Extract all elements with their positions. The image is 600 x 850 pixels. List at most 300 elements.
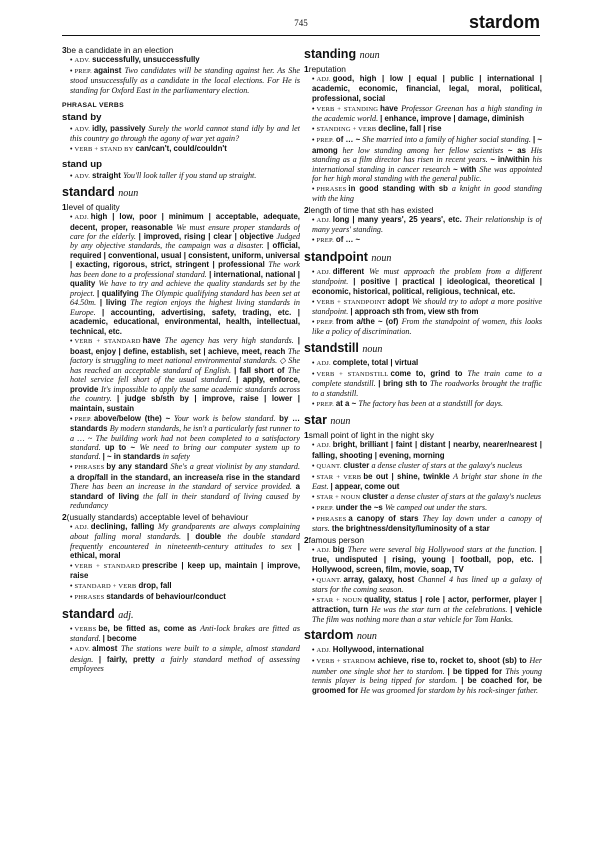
bullet-icon: • (312, 400, 315, 408)
part-of-speech: adj. (118, 609, 134, 621)
collocation-group (70, 592, 300, 602)
collocation-group (70, 171, 300, 181)
headword-text: standing (304, 47, 357, 61)
part-of-speech: noun (356, 631, 377, 643)
category-label: VERB + STANDARD (74, 338, 141, 346)
bullet-icon: • (312, 185, 315, 193)
example-text: We need to bring our computer system up to standard. (70, 442, 300, 462)
collocation-text: | apply, enforce, provide (70, 375, 300, 394)
collocation-group (70, 66, 300, 95)
collocation-text: by … standards (70, 413, 300, 434)
collocation-group (70, 212, 300, 336)
dictionary-entry (304, 250, 542, 337)
category-label: ADV. (74, 57, 91, 64)
sense-heading (62, 512, 300, 522)
collocation-group (312, 74, 542, 103)
bullet-icon: • (312, 504, 315, 512)
collocation-group (312, 645, 542, 655)
page-number: 745 (294, 18, 308, 28)
headword-text: star (304, 413, 327, 428)
collocation-text: up to ~ (104, 442, 140, 452)
example-text: in safety (162, 452, 190, 462)
category-label: VERB + STANDARD (74, 562, 141, 570)
sense-number: 1 (62, 202, 67, 213)
example-text: He was the star turn at the celebrations. (371, 605, 511, 615)
collocation-text: have (142, 336, 165, 346)
collocation-group (70, 124, 300, 144)
collocation-text: | be coached for, be groomed for (312, 676, 542, 695)
example-text: Anti-lock brakes are fitted as standard. (70, 623, 300, 644)
sense-heading (62, 202, 300, 212)
collocation-text: | ~ among (312, 135, 542, 155)
part-of-speech: noun (371, 252, 392, 264)
category-label: PHRASES (316, 185, 347, 193)
example-text: a dense cluster of stars at the galaxy's nucleus (390, 491, 542, 501)
bullet-icon: • (312, 597, 315, 605)
category-label: STAR + NOUN (316, 597, 363, 605)
category-label: ADJ. (316, 268, 331, 276)
collocation-text: | international, national | quality (70, 269, 300, 289)
collocation-group (70, 414, 300, 462)
headword (304, 341, 542, 357)
category-label: ADJ. (316, 546, 331, 554)
category-label: PREP. (316, 504, 334, 512)
example-text: We camped out under the stars. (384, 502, 488, 512)
collocation-text: successfully, unsuccessfully (92, 55, 200, 64)
collocation-text: different (332, 266, 370, 276)
collocation-text: decline, fall | rise (378, 124, 442, 134)
collocation-text: ~ with (453, 164, 480, 174)
example-text: Their relationship is of many years' standing. (312, 214, 542, 235)
bullet-icon: • (312, 105, 315, 113)
collocation-text: | ~ in standards (102, 452, 163, 462)
example-text: They lay down under a canopy of stars. (312, 513, 542, 534)
category-label: PHRASES (74, 464, 105, 472)
collocation-group (312, 503, 542, 513)
collocation-text: bright, brilliant | faint | distant | nearby, nearer/nearest | falling, shooting | evening, morning (312, 440, 542, 460)
category-label: STANDING + VERB (316, 126, 377, 134)
collocation-text: standards of behaviour/conduct (106, 592, 226, 602)
collocation-group (70, 644, 300, 673)
example-text: You'll look taller if you stand up straight. (123, 170, 257, 180)
bullet-icon: • (70, 67, 73, 75)
collocation-text: under the ~s (335, 502, 385, 512)
sense-definition: small point of light in the night sky (308, 430, 434, 441)
sense-block (304, 64, 542, 204)
bullet-icon: • (312, 647, 315, 655)
example-text: a dense cluster of stars at the galaxy's nucleus (371, 460, 523, 470)
collocation-text: | official, required | conventional, usual | consistent, uniform, universal | exacting, rigorous, strict, stringent | professional (70, 241, 300, 270)
category-label: VERB + STAND BY (74, 146, 134, 154)
collocation-text: good, high | low | equal | public | international | academic, economic, financial, legal, moral, political, professional, social (312, 74, 542, 103)
collocation-text: adopt (387, 296, 413, 306)
example-text: The region enjoys the highest living standards in Europe. (70, 298, 300, 317)
category-label: QUANT. (316, 576, 342, 584)
collocation-group (312, 358, 542, 368)
example-text: Surely the world cannot stand idly by and let this country go through the agony of war yet again? (70, 123, 300, 144)
bullet-icon: • (312, 473, 315, 481)
category-label: ADJ. (74, 214, 89, 222)
sense-heading (304, 205, 542, 215)
sense-block (304, 205, 542, 246)
collocation-text: a standard of living (70, 482, 300, 501)
example-text: Channel 4 has lined up a galaxy of stars for the coming season. (312, 574, 542, 595)
category-label: ADJ. (316, 647, 331, 655)
headword (304, 413, 542, 429)
sense-number: 1 (304, 64, 309, 74)
category-label: STAR + NOUN (316, 493, 361, 501)
dictionary-entry (304, 47, 542, 246)
collocation-text: straight (92, 170, 124, 180)
bullet-icon: • (312, 76, 315, 83)
bullet-icon: • (312, 515, 315, 523)
collocation-group (70, 55, 300, 65)
collocation-text: | become (102, 634, 137, 644)
collocation-group (70, 522, 300, 561)
collocation-text: drop, fall (138, 581, 172, 591)
example-text: Her number one single shot her to stardom. (312, 656, 542, 676)
collocation-text: by any standard (106, 462, 171, 472)
sense-block (304, 645, 542, 695)
collocation-text: almost (92, 644, 121, 654)
example-text: Professor Greenan has a high standing in the academic world. (312, 103, 542, 124)
category-label: PREP. (74, 67, 92, 75)
bullet-icon: • (312, 126, 315, 134)
category-label: ADJ. (316, 442, 331, 450)
bullet-icon: • (312, 658, 315, 666)
example-text: a knight in good standing with the king (312, 183, 542, 204)
part-of-speech: noun (330, 416, 351, 428)
bullet-icon: • (70, 464, 73, 472)
collocation-text: have (380, 103, 402, 113)
category-label: VERB + STANDING (316, 105, 379, 113)
dictionary-entry (62, 45, 300, 95)
headword (304, 628, 542, 644)
collocation-text: from a/the ~ (of) (335, 317, 402, 327)
collocation-text: ~ in/within (490, 155, 533, 165)
bullet-icon: • (70, 338, 73, 346)
example-text: The film was nothing more than a star vehicle for Tom Hanks. (312, 614, 514, 624)
example-text: His standing as a film director has risen in recent years. (312, 145, 542, 165)
sense-definition: level of quality (66, 202, 120, 213)
collocation-group (312, 492, 542, 502)
collocation-group (70, 581, 300, 591)
collocation-text: Hollywood, international (332, 645, 424, 655)
collocation-group (312, 461, 542, 471)
example-text: The hotel service fell short of the usual standard. (70, 365, 300, 385)
bullet-icon: • (70, 583, 73, 591)
sense-block (62, 202, 300, 511)
collocation-group (312, 104, 542, 124)
collocation-text: above/below (the) ~ (93, 413, 175, 423)
collocation-group (312, 545, 542, 574)
category-label: ADJ. (74, 523, 89, 531)
sense-number: 2 (304, 534, 309, 545)
collocation-text: cluster (362, 491, 391, 501)
sense-definition: length of time that sth has existed (308, 204, 434, 215)
example-text: We must ensure proper standards of care for the elderly. (70, 222, 300, 241)
collocation-text: | living (99, 298, 131, 308)
bullet-icon: • (70, 125, 73, 133)
bullet-icon: • (70, 562, 73, 570)
dictionary-entry (304, 341, 542, 409)
collocation-group (312, 184, 542, 204)
sense-block (304, 267, 542, 337)
collocation-text: come to, grind to (390, 368, 468, 378)
category-label: PREP. (316, 400, 334, 408)
bullet-icon: • (312, 370, 315, 378)
collocation-group (312, 656, 542, 695)
dictionary-entry (304, 628, 542, 695)
sense-block (304, 430, 542, 534)
example-text: We must approach the problem from a different standpoint. (312, 266, 542, 287)
category-label: PHRASES (74, 594, 105, 602)
example-text: The stations were built to a simple, almost standard design. (70, 644, 300, 664)
sense-number: 1 (304, 430, 309, 441)
collocation-group (312, 575, 542, 595)
collocation-text: can/can't, could/couldn't (135, 144, 227, 154)
bullet-icon: • (312, 268, 315, 276)
collocation-group (312, 215, 542, 235)
headword-text: standard (62, 606, 115, 621)
example-text: Judged by any objective standards, the campaign was a disaster. (70, 231, 300, 251)
collocation-text: | enhance, improve | damage, diminish (380, 114, 525, 124)
example-text: The Olympic qualifying standard has been set at 64.50m. (70, 288, 300, 308)
example-text: a fairly standard method of assessing employees (70, 654, 300, 674)
bullet-icon: • (70, 57, 73, 64)
bullet-icon: • (70, 172, 73, 180)
collocation-text: | improved, rising | clear | objective (138, 231, 277, 241)
collocation-group (312, 399, 542, 409)
example-text: the double standard frequently encountered in nineteenth-century attitudes to sex (70, 532, 300, 551)
sense-block (304, 535, 542, 625)
bullet-icon: • (312, 216, 315, 224)
headword (62, 185, 300, 201)
guide-word: stardom (468, 12, 540, 32)
collocation-text: ~ as (507, 145, 531, 155)
collocation-group (70, 561, 300, 581)
example-text: Two candidates will be standing against her. As She stood unsuccessfully as a candidate in the local elections. For He is standing for Oxford East in the parliamentary election. (70, 65, 300, 95)
bullet-icon: • (312, 546, 315, 554)
collocation-group (312, 472, 542, 492)
right-column (304, 44, 542, 839)
category-label: QUANT. (316, 462, 342, 470)
collocation-group (312, 297, 542, 317)
category-label: ADJ. (316, 76, 331, 83)
example-text: The factory has been at a standstill for days. (358, 398, 504, 408)
sense-block (304, 358, 542, 409)
bullet-icon: • (70, 415, 73, 423)
example-text: The agency has very high standards. (164, 336, 298, 346)
page-header (62, 12, 540, 36)
example-text: She's a great violinist by any standard. (170, 462, 300, 472)
bullet-icon: • (70, 523, 73, 531)
collocation-text: cluster (343, 460, 372, 470)
sense-number: 2 (304, 204, 309, 215)
phrasal-entry (62, 159, 300, 181)
collocation-text: be, be fitted as, come as (98, 623, 201, 633)
example-text: She was appointed for her high moral standing with the general public. (312, 164, 542, 184)
collocation-text: idly, passively (92, 123, 149, 133)
collocation-text: a drop/fall in the standard, an increase/a rise in the standard (70, 472, 300, 482)
collocation-text: | boast, enjoy | define, establish, set | achieve, meet, reach (70, 336, 300, 356)
category-label: PREP. (316, 137, 334, 145)
left-column (62, 44, 300, 839)
bullet-icon: • (312, 493, 315, 501)
category-label: ADV. (74, 646, 91, 654)
sense-block (62, 45, 300, 95)
collocation-text: | bring sth to (378, 379, 430, 389)
collocation-text: high | low, poor | minimum | acceptable, adequate, decent, proper, reasonable (70, 212, 300, 232)
collocation-text: | accounting, advertising, safety, trading, etc. | academic, educational, environmental, health, intellectual, technical, etc. (70, 307, 300, 336)
headword-text: stand up (62, 158, 102, 170)
headword-text: standstill (304, 340, 359, 355)
headword (62, 159, 300, 170)
part-of-speech: noun (359, 50, 380, 61)
example-text: The work has been done to a professional standard. (70, 260, 300, 279)
bullet-icon: • (312, 359, 315, 367)
collocation-text: declining, falling (90, 521, 158, 531)
headword-text: standpoint (304, 249, 368, 264)
bullet-icon: • (312, 442, 315, 450)
category-label: VERBS (74, 625, 97, 633)
collocation-text: complete, total | virtual (332, 357, 419, 367)
bullet-icon: • (70, 214, 73, 222)
sense-definition: (usually standards) acceptable level of behaviour (66, 511, 249, 522)
sense-number: 2 (62, 511, 67, 522)
category-label: PREP. (74, 415, 92, 423)
category-label: STAR + VERB (316, 473, 362, 481)
category-label: VERB + STARDOM (316, 658, 376, 666)
part-of-speech: noun (362, 343, 383, 355)
collocation-text: the brightness/density/luminosity of a star (331, 524, 490, 534)
part-of-speech: noun (118, 188, 139, 200)
collocation-text: | fall short of (234, 365, 288, 375)
collocation-text: | judge sb/sth by | improve, raise | lower | maintain, sustain (70, 394, 300, 413)
category-label: STANDARD + VERB (74, 583, 137, 591)
collocation-text: array, galaxy, host (343, 574, 418, 584)
sense-heading (62, 45, 300, 55)
collocation-text: | positive | practical | ideological, theoretical | economic, historical, political, religious, technical, etc. (312, 277, 542, 296)
collocation-group (312, 440, 542, 460)
sense-heading (304, 535, 542, 545)
collocation-text: | double (187, 532, 228, 542)
dictionary-entry (304, 413, 542, 624)
sense-definition: famous person (308, 534, 365, 545)
category-label: ADJ. (316, 216, 331, 224)
example-text: By modern standards, he isn't a particularly fast runner to a … ~ The building work had not been completed to a satisfactory standard. (70, 424, 300, 452)
collocation-text: at a ~ (335, 398, 359, 408)
bullet-icon: • (70, 646, 73, 654)
collocation-text: | vehicle (510, 605, 542, 615)
headword (62, 112, 300, 123)
example-text: It's impossible to apply the same academic standards across the country. (70, 384, 300, 404)
bullet-icon: • (70, 594, 73, 602)
sense-definition: reputation (308, 64, 346, 74)
collocation-text: | qualifying (97, 288, 142, 298)
category-label: ADV. (74, 125, 91, 133)
collocation-text: a canopy of stars (348, 513, 423, 523)
sense-number: 3 (62, 45, 67, 55)
category-label: ADJ. (316, 359, 331, 367)
collocation-group (312, 317, 542, 337)
dictionary-entry (62, 607, 300, 674)
collocation-group (312, 267, 542, 296)
collocation-group (70, 624, 300, 644)
collocation-group (70, 462, 300, 510)
example-text: the fall in their standard of living caused by redundancy (70, 491, 300, 511)
category-label: PREP. (316, 319, 334, 327)
example-text: his international standing in cancer research (312, 155, 542, 174)
bullet-icon: • (312, 319, 315, 327)
collocation-text: big (332, 544, 348, 554)
collocation-group (70, 144, 300, 154)
phrasal-entry (62, 112, 300, 155)
headword-text: stardom (304, 628, 354, 643)
sense-block (62, 171, 300, 181)
collocation-text: against (93, 65, 125, 75)
bullet-icon: • (312, 576, 315, 584)
headword-text: stand by (62, 111, 102, 123)
collocation-text: | fairly, pretty (98, 654, 161, 664)
example-text: My grandparents are always complaining about falling moral standards. (70, 521, 300, 542)
collocation-text: | true, undisputed | rising, young | football, pop, etc. | Hollywood, screen, film, movie, soap, TV (312, 544, 542, 574)
example-text: He was groomed for stardom by his rock-singer father. (360, 685, 538, 695)
example-text: her low standing among her fellow scientists (342, 145, 508, 155)
section-title: PHRASAL VERBS (62, 102, 124, 110)
example-text: This young tennis player is being tipped for stardom. (312, 666, 542, 686)
headword (304, 250, 542, 266)
collocation-text: | be tipped for (447, 666, 506, 676)
collocation-group (312, 369, 542, 398)
example-text: There has been an increase in the standard of service provided. (70, 482, 296, 492)
bullet-icon: • (70, 625, 73, 633)
category-label: PREP. (316, 237, 334, 245)
collocation-text: long | many years', 25 years', etc. (332, 214, 465, 224)
bullet-icon: • (70, 146, 73, 154)
example-text: A bright star shone in the East. (312, 471, 542, 491)
headword-text: standard (62, 185, 115, 200)
sense-block (62, 124, 300, 155)
example-text: We should try to adopt a more positive standpoint. (312, 296, 542, 317)
collocation-group (312, 514, 542, 534)
sense-heading (304, 64, 542, 74)
collocation-text: of … ~ (335, 135, 363, 145)
collocation-text: | approach sth from, view sth from (350, 307, 479, 317)
bullet-icon: • (312, 298, 315, 306)
example-text: From the standpoint of women, this looks like a policy of discrimination. (312, 317, 542, 337)
collocation-group (312, 135, 542, 183)
sense-block (62, 512, 300, 603)
sense-definition: be a candidate in an election (66, 45, 174, 55)
collocation-text: quality, status | role | actor, performer, player | attraction, turn (312, 595, 542, 615)
collocation-text: achieve, rise to, rocket to, shoot (sb) to (377, 656, 530, 666)
example-text: We have to try and achieve the quality standards set by the project. (70, 279, 300, 298)
collocation-text: | ethical, moral (70, 541, 300, 560)
collocation-text: | appear, come out (330, 482, 400, 491)
collocation-text: of … ~ (335, 235, 361, 245)
sense-heading (304, 430, 542, 440)
headword (304, 47, 542, 63)
category-label: VERB + STANDSTILL (316, 370, 389, 378)
example-text: Your work is below standard. (174, 413, 280, 423)
collocation-text: prescribe | keep up, maintain | improve, raise (70, 560, 300, 581)
category-label: VERB + STANDPOINT (316, 298, 386, 306)
header-rule (62, 35, 540, 36)
category-label: ADV. (74, 172, 91, 180)
bullet-icon: • (312, 237, 315, 245)
bullet-icon: • (312, 137, 315, 145)
